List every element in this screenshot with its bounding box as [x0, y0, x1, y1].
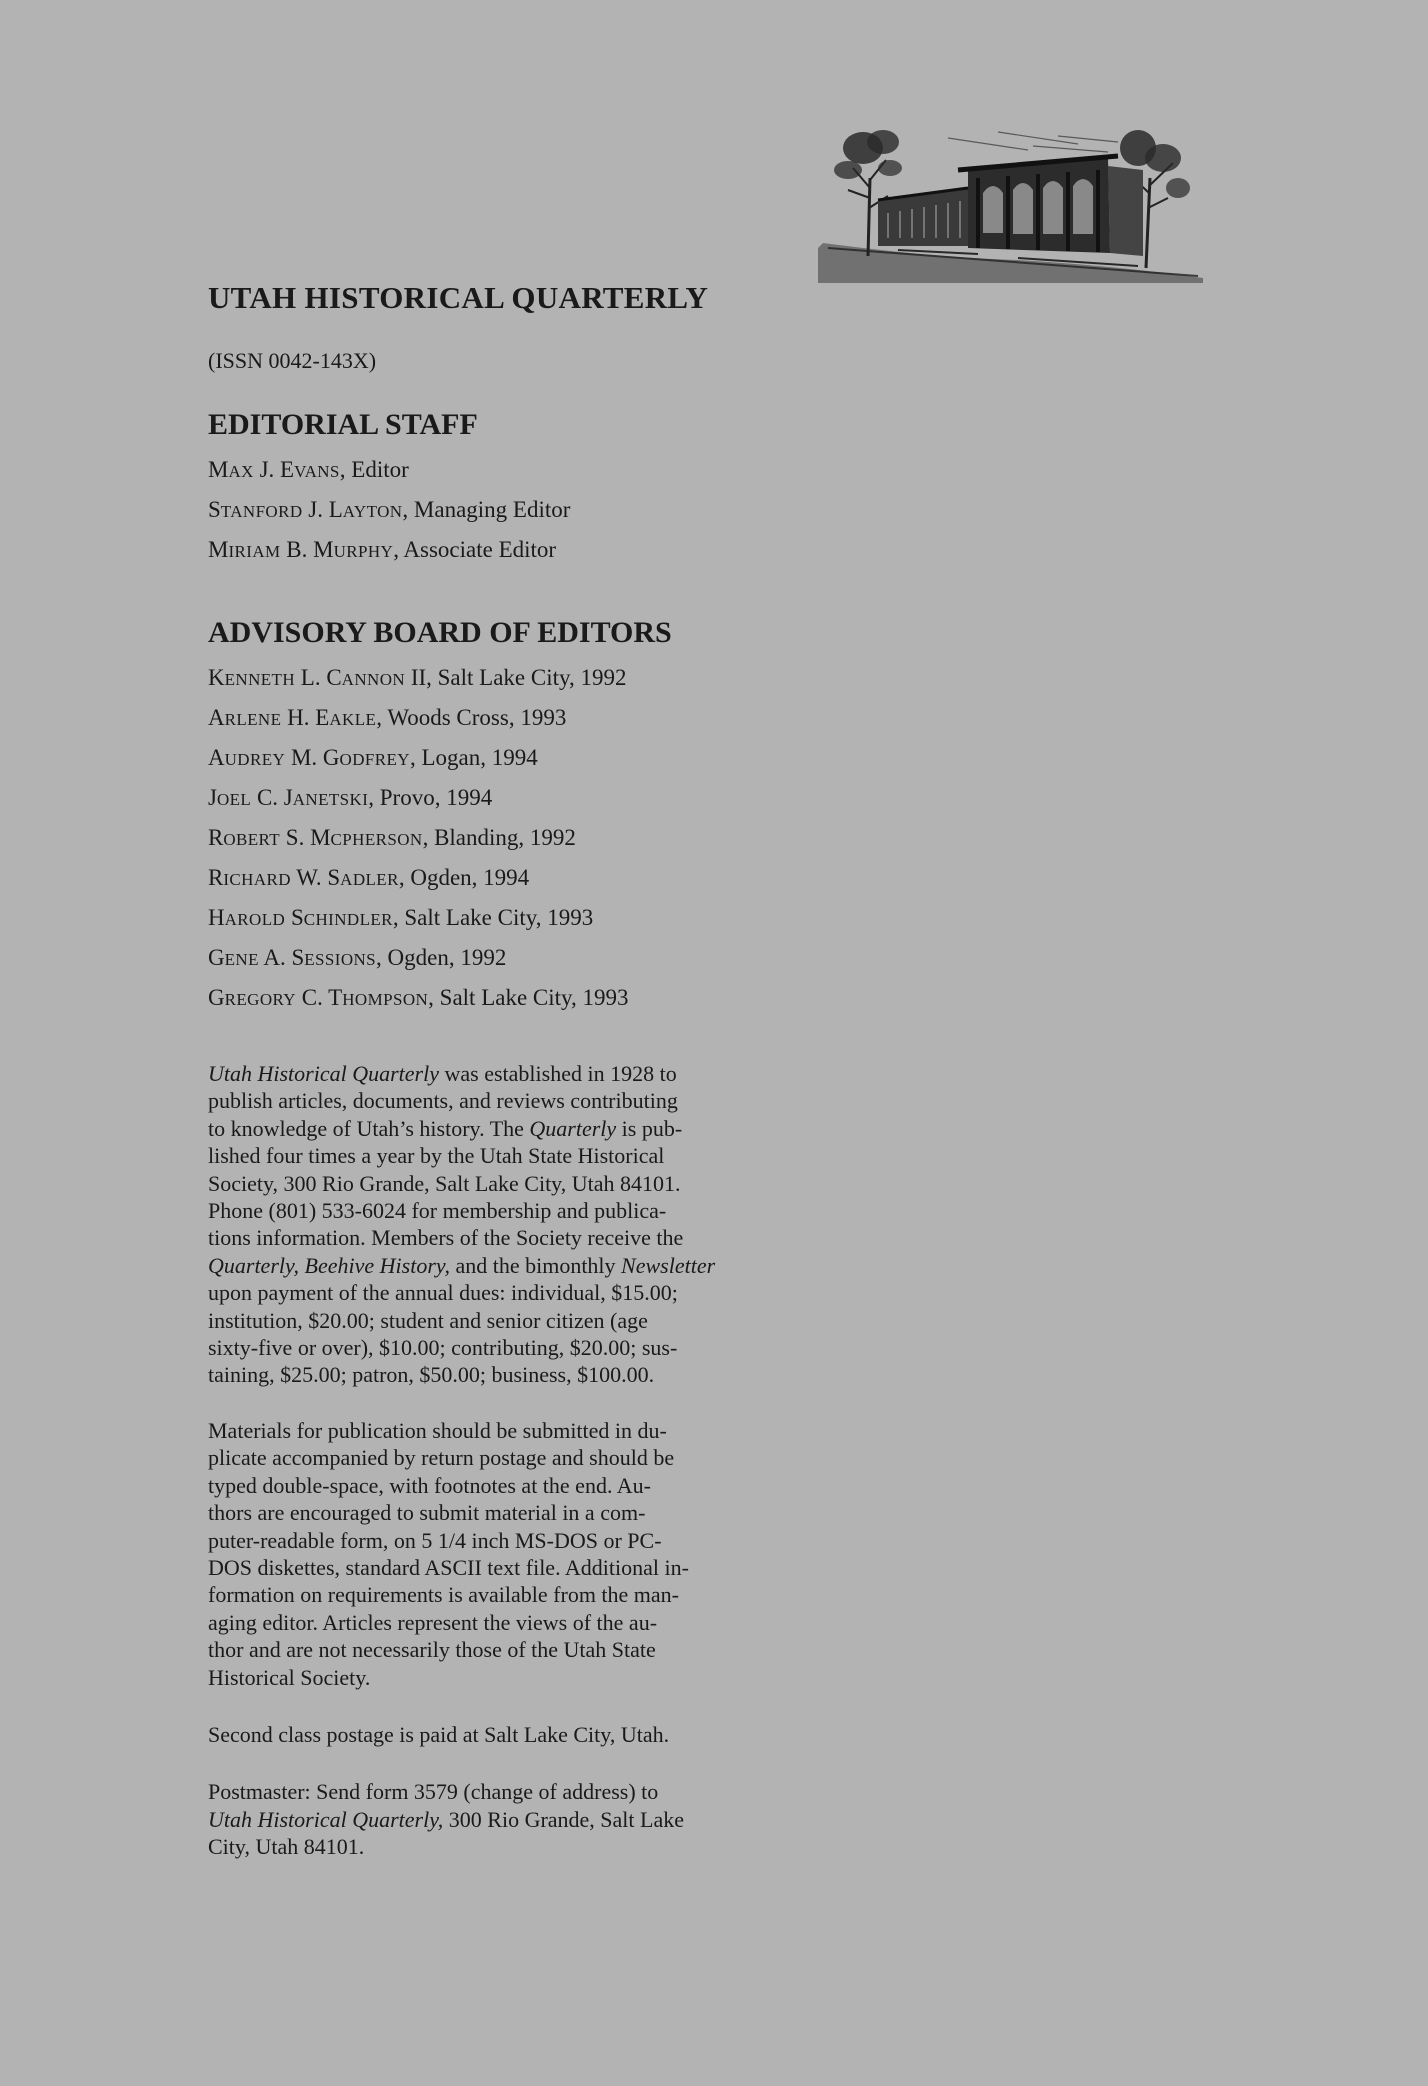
postage-paragraph [208, 1721, 803, 1748]
text-line: Postmaster: Send form 3579 (change of address) to [208, 1779, 659, 1805]
text-line: Society, 300 Rio Grande, Salt Lake City, Utah 84101. [208, 1170, 681, 1196]
advisory-board-member: GREGORY C. THOMPSON, Salt Lake City, 1993 [208, 985, 629, 1010]
advisory-board-member: AUDREY M. GODFREY, Logan, 1994 [208, 745, 538, 770]
text-line: typed double-space, with footnotes at the end. Au- [208, 1472, 651, 1498]
text-line: publish articles, documents, and reviews contributing [208, 1088, 678, 1114]
text-line: institution, $20.00; student and senior citizen (age [208, 1307, 648, 1333]
text-line: to knowledge of Utah’s history. The Quarterly is pub- [208, 1115, 683, 1141]
materials-paragraph [208, 1417, 803, 1691]
text-line: Utah Historical Quarterly was established in 1928 to [208, 1061, 677, 1086]
advisory-board-member: ROBERT S. MCPHERSON, Blanding, 1992 [208, 825, 576, 850]
text-line: Second class postage is paid at Salt Lake City, Utah. [208, 1721, 670, 1747]
text-line: thor and are not necessarily those of the Utah State [208, 1637, 656, 1663]
text-line: Historical Society. [208, 1664, 371, 1690]
editorial-staff-member: MIRIAM B. MURPHY, Associate Editor [208, 537, 557, 562]
text-line: Quarterly, Beehive History, and the bimonthly Newsletter [208, 1252, 716, 1278]
text-line: City, Utah 84101. [208, 1834, 365, 1860]
text-line: Phone (801) 533-6024 for membership and publica- [208, 1198, 667, 1224]
text-line: sixty-five or over), $10.00; contributing, $20.00; sus- [208, 1335, 678, 1361]
advisory-board-member: HAROLD SCHINDLER, Salt Lake City, 1993 [208, 905, 594, 930]
text-line: plicate accompanied by return postage and should be [208, 1445, 675, 1471]
editorial-staff-list [208, 450, 808, 570]
editorial-staff-heading: EDITORIAL STAFF [208, 408, 478, 441]
masthead-content [208, 278, 808, 1861]
advisory-board-member: GENE A. SESSIONS, Ogden, 1992 [208, 945, 507, 970]
advisory-board-member: RICHARD W. SADLER, Ogden, 1994 [208, 865, 530, 890]
text-line: aging editor. Articles represent the views of the au- [208, 1609, 658, 1635]
text-line: Utah Historical Quarterly, 300 Rio Grande, Salt Lake [208, 1806, 685, 1832]
advisory-board-member: KENNETH L. CANNON II, Salt Lake City, 1992 [208, 665, 627, 690]
advisory-board-member: ARLENE H. EAKLE, Woods Cross, 1993 [208, 705, 567, 730]
text-line: upon payment of the annual dues: individual, $15.00; [208, 1280, 678, 1306]
advisory-board-list [208, 658, 808, 1018]
advisory-board-heading: ADVISORY BOARD OF EDITORS [208, 616, 672, 649]
editorial-staff-member: MAX J. EVANS, Editor [208, 457, 409, 482]
text-line: formation on requirements is available from the man- [208, 1582, 680, 1608]
advisory-board-member: JOEL C. JANETSKI, Provo, 1994 [208, 785, 493, 810]
text-line: tions information. Members of the Society receive the [208, 1225, 684, 1251]
text-line: puter-readable form, on 5 1/4 inch MS-DOS or PC- [208, 1527, 662, 1553]
text-line: lished four times a year by the Utah State Historical [208, 1143, 665, 1169]
text-line: thors are encouraged to submit material in a com- [208, 1500, 646, 1526]
editorial-staff-member: STANFORD J. LAYTON, Managing Editor [208, 497, 571, 522]
issn-number: (ISSN 0042-143X) [208, 348, 377, 373]
journal-title: UTAH HISTORICAL QUARTERLY [208, 280, 709, 315]
text-line: Materials for publication should be submitted in du- [208, 1417, 667, 1443]
text-line: DOS diskettes, standard ASCII text file. Additional in- [208, 1554, 689, 1580]
postmaster-paragraph [208, 1778, 803, 1860]
text-line: taining, $25.00; patron, $50.00; business, $100.00. [208, 1362, 655, 1388]
intro-paragraph [208, 1060, 803, 1389]
building-vignette-illustration [818, 118, 1203, 283]
